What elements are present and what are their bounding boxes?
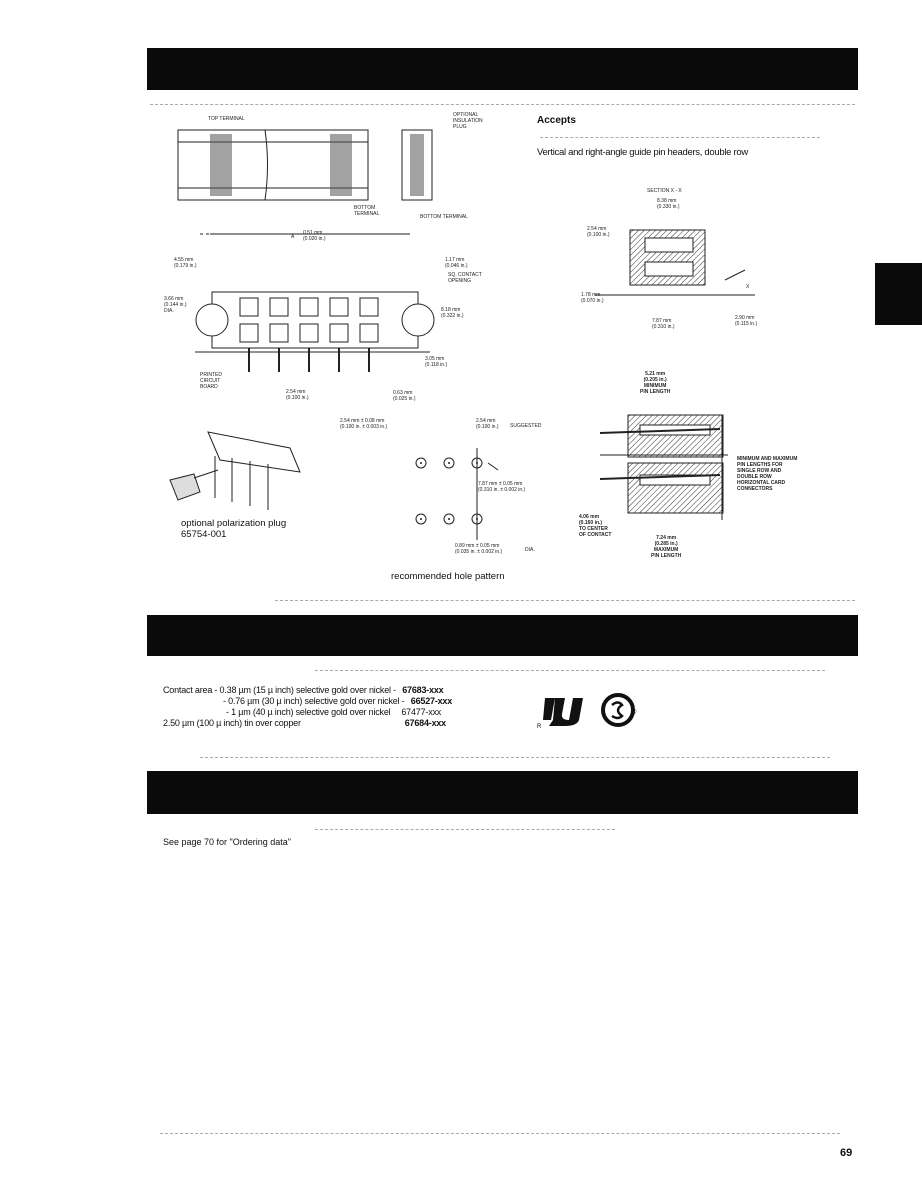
svg-text:R: R	[537, 724, 542, 730]
label-dim-254-b: 2.54 mm (0.100 in.)	[587, 226, 610, 238]
polarization-caption-text: optional polarization plug	[181, 518, 287, 529]
polarization-plug-drawing	[160, 428, 310, 518]
csa-logo	[600, 690, 640, 730]
rule	[200, 757, 830, 758]
label-dim-x: X	[746, 284, 750, 290]
label-sq-contact: SQ. CONTACT OPENING	[448, 272, 482, 284]
plating-part-number: 66527-xxx	[410, 696, 453, 706]
plating-row	[163, 685, 452, 696]
label-dim-290: 2.90 mm (0.115 in.)	[735, 315, 758, 327]
label-optional-insulation-plug: OPTIONAL INSULATION PLUG	[453, 112, 483, 130]
pin-length-drawing	[600, 405, 730, 545]
rule	[150, 104, 855, 105]
plating-spec	[301, 718, 401, 729]
label-dim-305: 3.05 mm (0.118 in.)	[425, 356, 448, 368]
label-dim-063: 0.63 mm (0.025 in.)	[393, 390, 416, 402]
label-bottom-terminal-2: BOTTOM TERMINAL	[420, 214, 468, 220]
plating-row	[163, 707, 452, 718]
label-dim-366: 3.66 mm (0.144 in.) DIA.	[164, 296, 187, 314]
label-dim-178: 1.78 mm (0.070 in.)	[581, 292, 604, 304]
polarization-caption	[181, 518, 286, 540]
accepts-description: Vertical and right-angle guide pin headers, double row	[537, 147, 748, 158]
label-suggested: SUGGESTED	[510, 423, 542, 429]
accepts-heading: Accepts	[537, 115, 576, 126]
section-header-bar-3	[147, 771, 858, 814]
section-xx-drawing	[595, 200, 758, 330]
ul-recognized-logo	[535, 692, 595, 732]
label-dim-521: 5.21 mm (0.205 in.) MINIMUM PIN LENGTH	[640, 371, 671, 395]
label-dim-787b: 7.87 mm (0.310 in.)	[652, 318, 675, 330]
label-dim-089: 0.89 mm ± 0.05 mm (0.035 in. ± 0.002 in.)	[455, 543, 503, 555]
label-dia: DIA.	[525, 547, 535, 553]
section-header-bar-2	[147, 615, 858, 656]
label-dim-254-sugg: 2.54 mm (0.100 in.)	[476, 418, 499, 430]
polarization-part-number: 65754-001	[181, 529, 227, 540]
label-dim-724: 7.24 mm (0.285 in.) MAXIMUM PIN LENGTH	[651, 535, 682, 559]
label-section-xx: SECTION X - X	[647, 188, 682, 194]
plating-label: -	[223, 696, 226, 706]
plating-spec: 0.38 µm (15 µ inch) selective gold over nickel -	[219, 685, 396, 695]
rule	[160, 1133, 840, 1134]
label-dim-117: 1.17 mm (0.046 in.)	[445, 257, 468, 269]
hole-pattern-caption: recommended hole pattern	[391, 571, 505, 582]
plating-label: Contact area -	[163, 685, 218, 695]
label-top-terminal: TOP TERMINAL	[208, 116, 245, 122]
label-dim-456: 4.55 mm (0.179 in.)	[174, 257, 197, 269]
label-dim-051: 0.51 mm (0.020 in.)	[303, 230, 326, 242]
label-dim-818: 8.18 mm (0.322 in.)	[441, 307, 464, 319]
ordering-note: See page 70 for "Ordering data"	[163, 837, 291, 847]
section-header-bar-1	[147, 48, 858, 90]
plating-part-number: 67684-xxx	[404, 718, 446, 728]
hole-pattern-drawing	[400, 440, 530, 550]
plating-spec: 0.76 µm (30 µ inch) selective gold over nickel -	[228, 696, 405, 706]
plating-label: 2.50 µm (100 µ inch) tin over copper	[163, 718, 301, 728]
plating-label: -	[226, 707, 229, 717]
plating-row	[163, 696, 452, 707]
plating-spec: 1 µm (40 µ inch) selective gold over nickel	[231, 707, 391, 717]
label-dim-254-a: 2.54 mm (0.100 in.)	[286, 389, 309, 401]
rule	[315, 829, 615, 830]
label-min-max-note: MINIMUM AND MAXIMUM PIN LENGTHS FOR SINGLE ROW AND DOUBLE ROW HORIZONTAL CARD CONNECTORS	[737, 456, 798, 492]
page-edge-tab	[875, 263, 922, 325]
rule	[275, 600, 855, 601]
rule	[315, 670, 825, 671]
connector-top-view-drawing	[190, 270, 440, 400]
plating-specs	[163, 685, 452, 729]
rule	[540, 137, 820, 138]
label-pcb: PRINTED CIRCUIT BOARD	[200, 372, 222, 390]
plating-part-number: 67477-xxx	[401, 707, 442, 717]
plating-part-number: 67683-xxx	[402, 685, 444, 695]
plating-row	[163, 718, 452, 729]
svg-text:®: ®	[632, 710, 637, 716]
label-dim-787: 7.87 mm ± 0.05 mm (0.310 in. ± 0.002 in.)	[478, 481, 526, 493]
label-dim-406: 4.06 mm (0.160 in.) TO CENTER OF CONTACT	[579, 514, 612, 538]
label-bottom-terminal-1: BOTTOM TERMINAL	[354, 205, 380, 217]
label-dim-a: A	[291, 234, 295, 240]
label-dim-254-tol: 2.54 mm ± 0.08 mm (0.100 in. ± 0.003 in.)	[340, 418, 388, 430]
page-number: 69	[840, 1147, 853, 1159]
label-dim-838: 8.38 mm (0.330 in.)	[657, 198, 680, 210]
